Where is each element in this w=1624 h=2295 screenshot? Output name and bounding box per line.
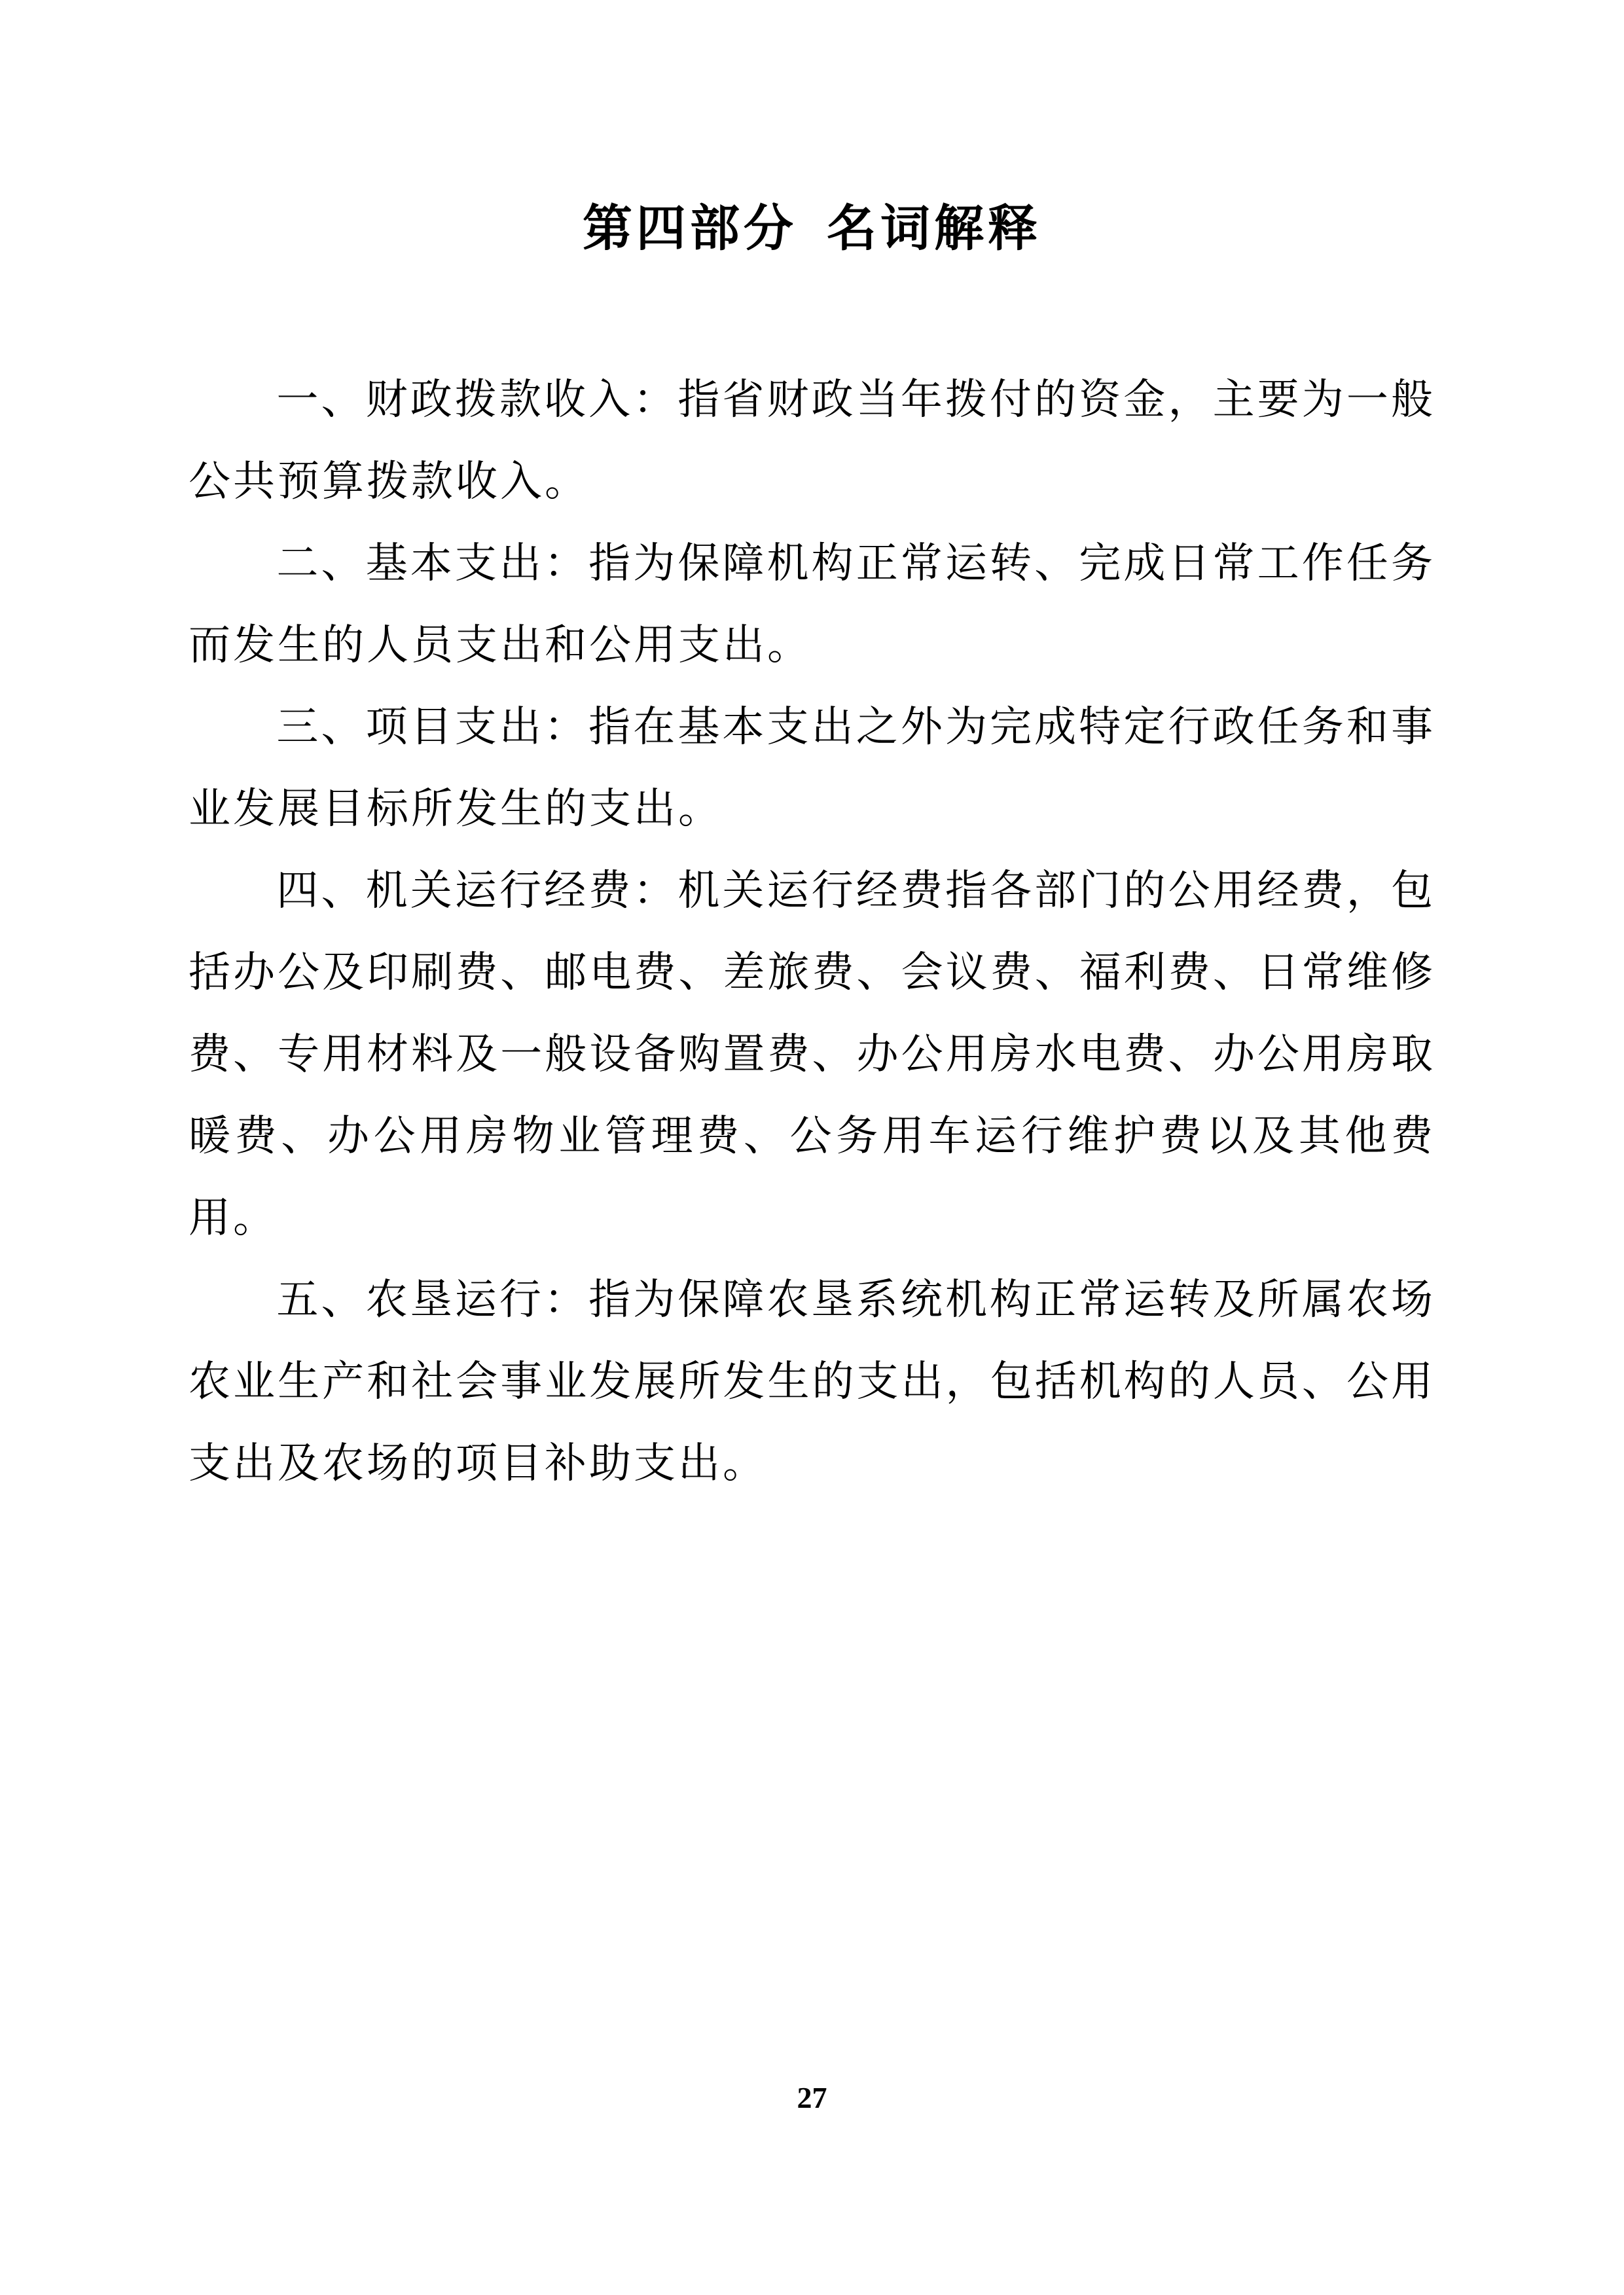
def-agency-operating-funds: 四、机关运行经费：机关运行经费指各部门的公用经费，包括办公及印刷费、邮电费、差旅费、会议费、福利费、日常维修费、专用材料及一般设备购置费、办公用房水电费、办公用房取暖费、办公用房物业管理费、公务用车运行维护费以及其他费用。	[189, 867, 1435, 1241]
def-project-expenditure: 三、项目支出：指在基本支出之外为完成特定行政任务和事业发展目标所发生的支出。	[189, 704, 1435, 832]
def-basic-expenditure: 二、基本支出：指为保障机构正常运转、完成日常工作任务而发生的人员支出和公用支出。	[189, 540, 1435, 668]
page-number: 27	[797, 2081, 827, 2114]
page-title: 第四部分 名词解释	[582, 201, 1042, 257]
def-nongken-operation: 五、农垦运行：指为保障农垦系统机构正常运转及所属农场农业生产和社会事业发展所发生的支出，包括机构的人员、公用支出及农场的项目补助支出。	[189, 1276, 1435, 1487]
glossary-content	[189, 359, 1435, 1504]
def-fiscal-appropriation-income: 一、财政拨款收入：指省财政当年拨付的资金，主要为一般公共预算拨款收入。	[189, 376, 1435, 505]
